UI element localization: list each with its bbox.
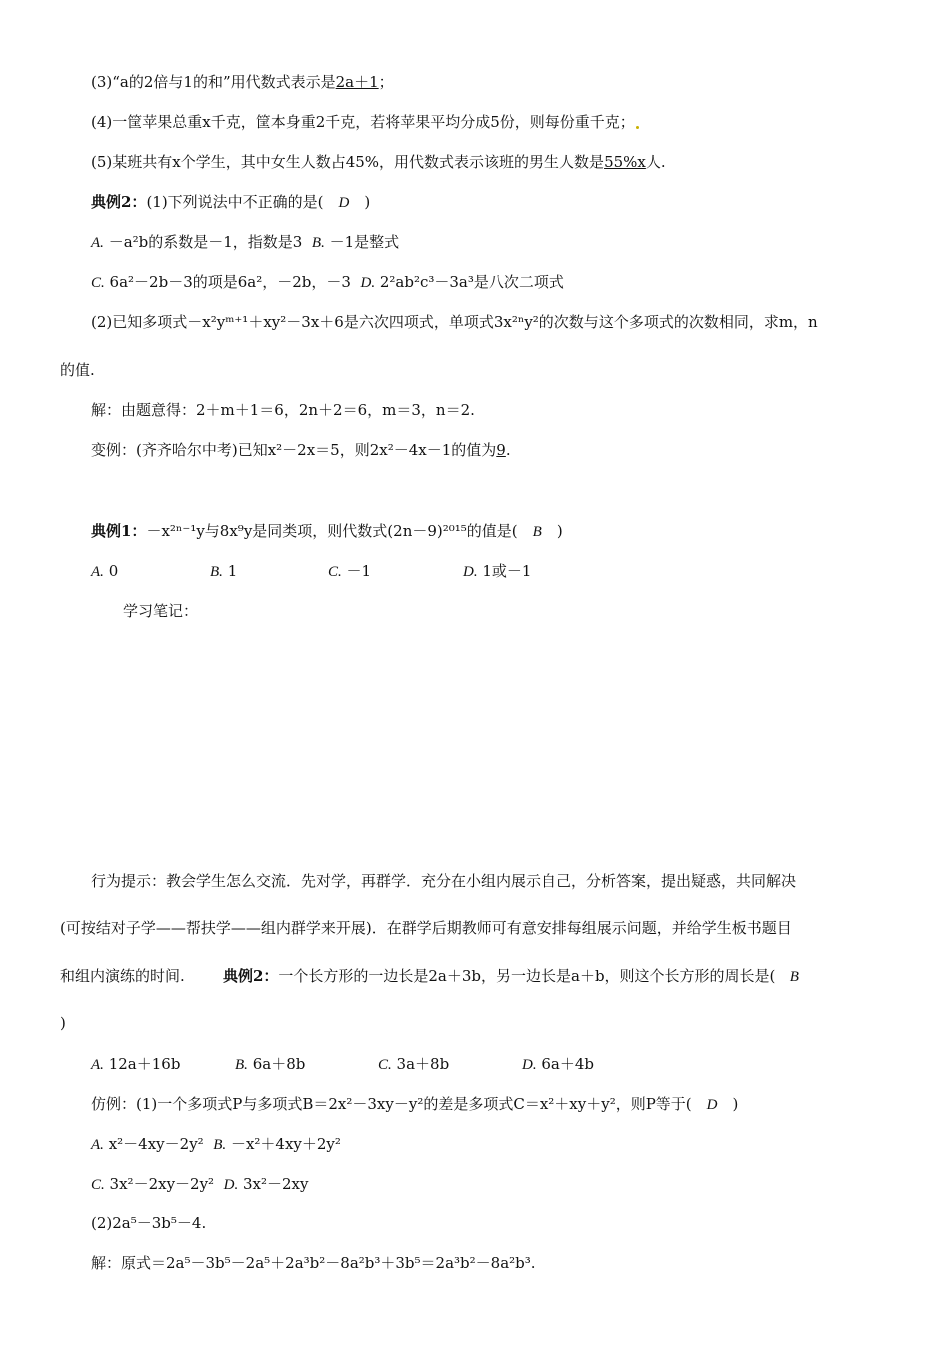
example-2-rectangle-cont	[60, 1013, 66, 1033]
example-2-heading	[91, 192, 370, 213]
option-letter: B.	[210, 564, 223, 580]
solution	[91, 400, 475, 420]
text: (2)2a⁵－3b⁵－4.	[91, 1214, 207, 1232]
label: 典例1：	[91, 522, 147, 540]
line-4	[91, 112, 640, 132]
option-text: 2²ab²c³－3a³是八次二项式	[379, 273, 564, 291]
option-text: －1是整式	[329, 233, 400, 251]
imitation-solution	[91, 1253, 536, 1273]
text: 人.	[645, 153, 666, 171]
option-letter: D.	[463, 564, 478, 580]
text: 解：由题意得：2＋m＋1＝6，2n＋2＝6，m＝3，n＝2.	[91, 401, 475, 419]
text: (2)已知多项式－x²yᵐ⁺¹＋xy²－3x＋6是六次四项式，单项式3x²ⁿy²的次数与这个多项式的次数相同，求m，n	[91, 313, 818, 331]
text: 行为提示：教会学生怎么交流．先对学，再群学．充分在小组内展示自己，分析答案，提出疑惑，共同解决	[91, 872, 797, 890]
imitation-example	[91, 1094, 738, 1115]
text: 解：原式＝2a⁵－3b⁵－2a⁵＋2a³b²－8a²b³＋3b⁵＝2a³b²－8a²b³.	[91, 1254, 536, 1272]
option-text: x²－4xy－2y²	[108, 1135, 204, 1153]
option-text: －x²＋4xy＋2y²	[230, 1135, 341, 1153]
answer: 55%x	[604, 153, 646, 171]
option-text: 1	[227, 562, 238, 580]
text: )	[541, 522, 563, 540]
question: －x²ⁿ⁻¹y与8x⁹y是同类项，则代数式(2n－9)²⁰¹⁵的值是(	[146, 522, 533, 540]
label: 典例2：	[222, 967, 279, 985]
text: )	[717, 1095, 739, 1113]
option-text: 12a＋16b	[108, 1055, 181, 1073]
option-text: 6a＋4b	[541, 1055, 595, 1073]
option-text: 0	[108, 562, 119, 580]
answer: D	[338, 195, 350, 211]
answer: D	[706, 1097, 718, 1113]
behavior-tip-cont	[60, 918, 792, 938]
imitation-question-2	[91, 1213, 206, 1233]
text: (可按结对子学——帮扶学——组内群学来开展)．在群学后期教师可有意安排每组展示问题，并给学生板书题目	[60, 919, 792, 937]
option-letter: D.	[522, 1057, 537, 1073]
option-text: 1或－1	[482, 562, 532, 580]
question-2-cont	[60, 360, 95, 380]
options-cd	[91, 272, 564, 293]
answer: B	[532, 524, 542, 540]
study-notes-heading	[123, 601, 198, 621]
options-ab	[91, 232, 399, 253]
option-letter: D.	[360, 275, 376, 291]
line-5	[91, 152, 666, 172]
option-text: 3x²－2xy	[243, 1175, 309, 1193]
option-letter: C.	[91, 275, 105, 291]
answer: 2a＋1	[335, 73, 379, 91]
option-text: －1	[346, 562, 372, 580]
question: 一个长方形的一边长是2a＋3b，另一边长是a＋b，则这个长方形的周长是(	[278, 967, 776, 985]
option-letter: C.	[91, 1177, 105, 1193]
text: 学习笔记：	[123, 602, 199, 620]
text: ；	[378, 73, 394, 91]
imitation-options-ab	[91, 1134, 341, 1155]
behavior-tip	[91, 871, 796, 891]
option-letter: C.	[328, 564, 342, 580]
variant-example	[91, 440, 511, 460]
text: (5)某班共有x个学生，其中女生人数占45%，用代数式表示该班的男生人数是	[91, 153, 605, 171]
question: 仿例：(1)一个多项式P与多项式B＝2x²－3xy－y²的差是多项式C＝x²＋xy＋y²，则P等于(	[91, 1095, 707, 1113]
text: (4)一筐苹果总重x千克，筐本身重2千克，若将苹果平均分成5份，则每份重千克；	[91, 113, 635, 131]
text: (3)“a的2倍与1的和”用代数式表示是	[91, 73, 336, 91]
text: )	[349, 193, 371, 211]
answer: B	[789, 969, 799, 985]
line-3	[91, 72, 394, 92]
text: )	[60, 1014, 66, 1032]
option-letter: A.	[91, 564, 104, 580]
option-text: 6a²－2b－3的项是6a²，－2b，－3	[109, 273, 351, 291]
option-text: 3a＋8b	[396, 1055, 450, 1073]
question-2	[91, 312, 818, 332]
option-letter: B.	[235, 1057, 248, 1073]
highlight-mark	[636, 126, 639, 129]
text: .	[505, 441, 511, 459]
option-letter: A.	[91, 235, 104, 251]
option-letter: C.	[378, 1057, 392, 1073]
imitation-options-cd	[91, 1174, 309, 1195]
example-2-rectangle	[60, 966, 799, 987]
example-1	[91, 521, 563, 542]
option-letter: A.	[91, 1137, 104, 1153]
option-letter: B.	[311, 235, 325, 251]
question: (1)下列说法中不正确的是(	[146, 193, 339, 211]
label: 典例2：	[91, 193, 147, 211]
option-letter: A.	[91, 1057, 104, 1073]
answer: 9	[496, 441, 506, 459]
option-text: 6a＋8b	[252, 1055, 306, 1073]
option-letter: B.	[213, 1137, 227, 1153]
option-text: －a²b的系数是－1，指数是3	[108, 233, 303, 251]
option-letter: D.	[223, 1177, 239, 1193]
option-text: 3x²－2xy－2y²	[109, 1175, 215, 1193]
text: 的值.	[60, 361, 95, 379]
text: 变例：(齐齐哈尔中考)已知x²－2x＝5，则2x²－4x－1的值为	[91, 441, 497, 459]
text: 和组内演练的时间.	[60, 967, 185, 985]
